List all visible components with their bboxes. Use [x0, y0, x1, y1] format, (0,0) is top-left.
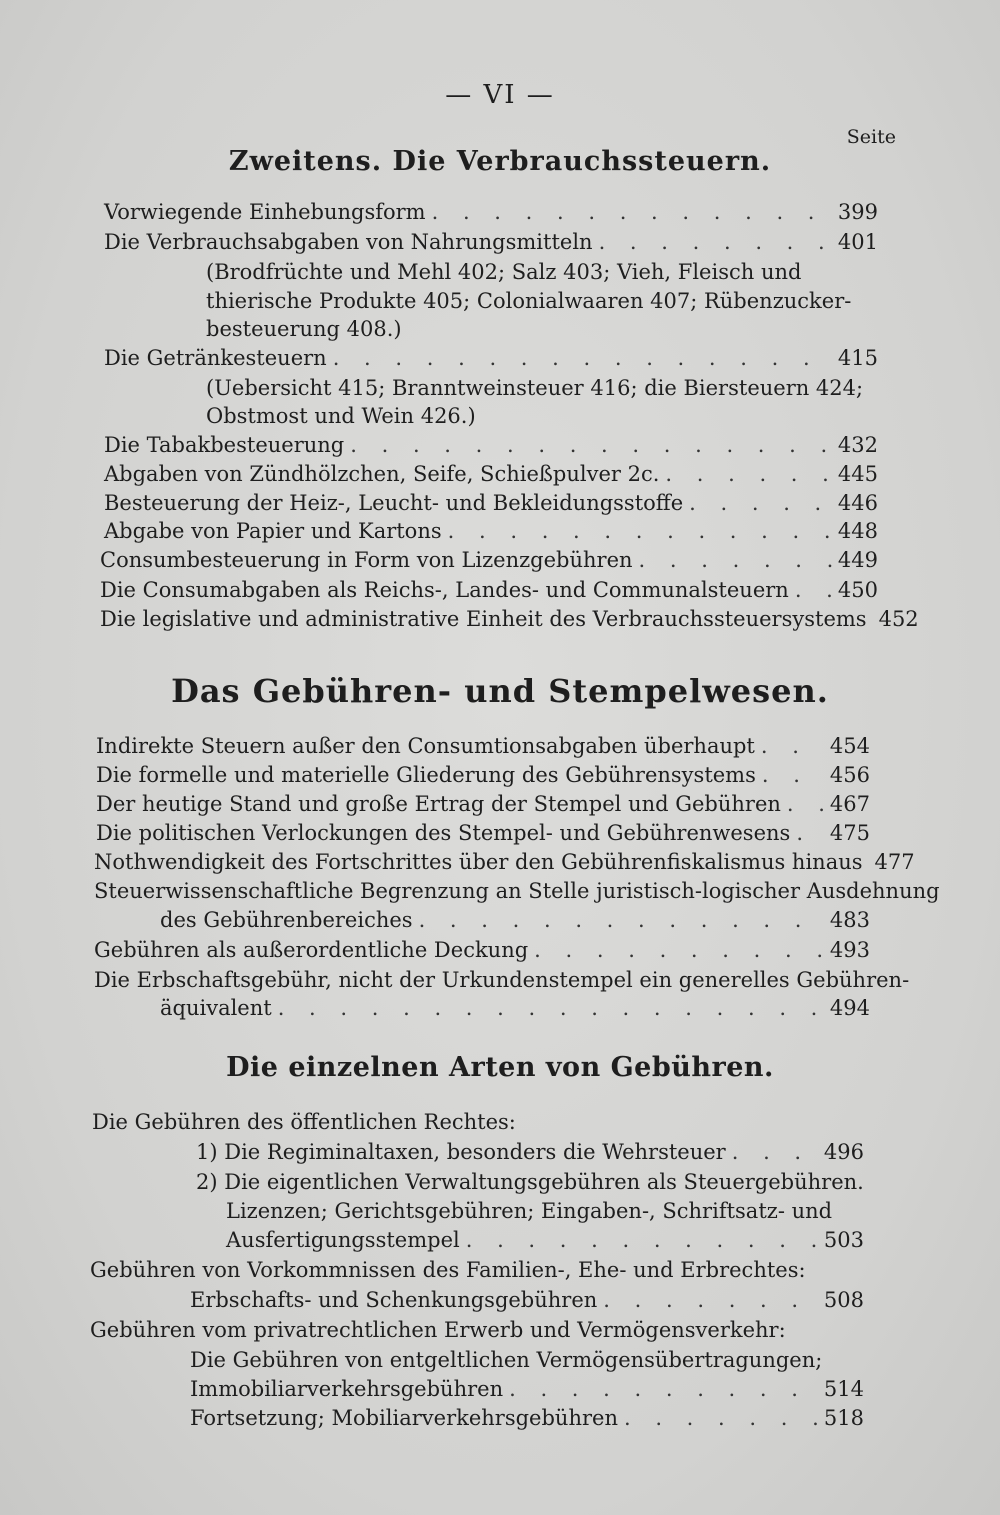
toc-page-number: 452 — [878, 607, 919, 631]
toc-line: Steuerwissenschaftliche Begrenzung an Stelle juristisch-logischer Ausdehnung — [94, 879, 940, 903]
toc-row — [94, 936, 870, 964]
toc-row — [104, 228, 878, 256]
toc-line: Die Gebühren des öffentlichen Rechtes: — [92, 1110, 516, 1134]
leader-dots — [761, 732, 824, 760]
toc-entry-title: Der heutige Stand und große Ertrag der Stempel und Gebühren — [96, 792, 781, 816]
toc-entry — [104, 431, 878, 459]
toc-row — [104, 198, 878, 226]
toc-entry — [196, 1138, 864, 1166]
toc-row — [96, 790, 870, 818]
toc-row — [104, 460, 878, 488]
toc-entry-title: Immobiliarverkehrsgebühren — [190, 1377, 504, 1401]
toc-entry-title: Vorwiegende Einhebungsform — [104, 200, 426, 224]
toc-line: 2) Die eigentlichen Verwaltungsgebühren als Steuergebühren. — [196, 1170, 864, 1194]
toc-entry-title: Abgaben von Zündhölzchen, Seife, Schießpulver 2c. — [104, 462, 660, 486]
toc-entry-title: Abgabe von Papier und Kartons — [104, 519, 442, 543]
toc-entry — [104, 228, 878, 256]
toc-subline: (Brodfrüchte und Mehl 402; Salz 403; Vieh, Fleisch und — [206, 260, 802, 284]
toc-page-number: 494 — [829, 996, 870, 1020]
toc-page-number: 456 — [829, 763, 870, 787]
leader-dots — [603, 1286, 818, 1314]
toc-entry-title: Die politischen Verlockungen des Stempel- und Gebührenwesens — [96, 821, 791, 845]
leader-dots — [599, 228, 832, 256]
toc-entry — [226, 1226, 864, 1254]
seite-label: Seite — [846, 126, 896, 148]
toc-page-number: 446 — [837, 491, 878, 515]
toc-page-number: 493 — [829, 938, 870, 962]
toc-row — [100, 605, 919, 633]
toc-entry-title: Indirekte Steuern außer den Consumtionsabgaben überhaupt — [96, 734, 755, 758]
toc-page-number: 467 — [829, 792, 870, 816]
toc-entry — [96, 790, 870, 818]
toc-entry-title: Nothwendigkeit des Fortschrittes über den Gebührenfiskalismus hinaus — [94, 850, 863, 874]
toc-page-number: 432 — [837, 433, 878, 457]
toc-entry-title: Die Getränkesteuern — [104, 346, 327, 370]
toc-page-number: 449 — [837, 548, 878, 572]
toc-row — [104, 431, 878, 459]
toc-page-number: 483 — [829, 908, 870, 932]
leader-dots — [787, 790, 824, 818]
leader-dots — [795, 576, 832, 604]
toc-page-number: 415 — [837, 346, 878, 370]
toc-entry — [104, 517, 878, 545]
toc-row — [96, 732, 870, 760]
toc-page-number: 503 — [823, 1228, 864, 1252]
toc-entry — [104, 344, 878, 372]
toc-entry — [160, 994, 870, 1022]
toc-page-number: 496 — [823, 1140, 864, 1164]
leader-dots — [350, 431, 832, 459]
toc-line: Gebühren von Vorkommnissen des Familien-, Ehe- und Erbrechtes: — [90, 1258, 806, 1282]
toc-subline: (Uebersicht 415; Branntweinsteuer 416; die Biersteuern 424; — [206, 376, 864, 400]
toc-entry-title: des Gebührenbereiches — [160, 908, 413, 932]
toc-row — [104, 517, 878, 545]
toc-entry — [100, 546, 878, 574]
leader-dots — [762, 761, 824, 789]
toc-entry — [94, 848, 915, 876]
toc-row — [96, 819, 870, 847]
toc-entry-title: Die legislative und administrative Einheit des Verbrauchssteuersystems — [100, 607, 867, 631]
toc-entry — [96, 732, 870, 760]
toc-row — [100, 546, 878, 574]
toc-row — [100, 576, 878, 604]
toc-subline: Obstmost und Wein 426.) — [206, 404, 476, 428]
page-number: — VI — — [445, 80, 555, 110]
toc-row — [96, 761, 870, 789]
toc-row — [94, 848, 915, 876]
toc-row — [104, 344, 878, 372]
toc-row — [196, 1138, 864, 1166]
leader-dots — [448, 517, 832, 545]
toc-entry-title: Die Verbrauchsabgaben von Nahrungsmitteln — [104, 230, 593, 254]
toc-row — [160, 994, 870, 1022]
toc-entry-title: 1) Die Regiminaltaxen, besonders die Wehrsteuer — [196, 1140, 726, 1164]
toc-entry — [190, 1375, 864, 1403]
toc-entry-title: Besteuerung der Heiz-, Leucht- und Bekleidungsstoffe — [104, 491, 684, 515]
toc-page-number: 448 — [837, 519, 878, 543]
toc-entry-title: Fortsetzung; Mobiliarverkehrsgebühren — [190, 1406, 618, 1430]
toc-entry — [100, 576, 878, 604]
toc-row — [226, 1226, 864, 1254]
toc-entry-title: Erbschafts- und Schenkungsgebühren — [190, 1288, 598, 1312]
leader-dots — [432, 198, 832, 226]
leader-dots — [689, 489, 832, 517]
leader-dots — [534, 936, 824, 964]
leader-dots — [333, 344, 832, 372]
toc-line: Gebühren vom privatrechtlichen Erwerb und Vermögensverkehr: — [90, 1318, 786, 1342]
toc-entry — [160, 906, 870, 934]
toc-entry-title: Gebühren als außerordentliche Deckung — [94, 938, 529, 962]
toc-page-number: 399 — [837, 200, 878, 224]
leader-dots — [796, 819, 824, 847]
toc-subline: Die Gebühren von entgeltlichen Vermögensübertragungen; — [190, 1348, 823, 1372]
toc-entry — [190, 1404, 864, 1432]
toc-entry — [100, 605, 919, 633]
toc-entry — [96, 819, 870, 847]
section-title-arten-von-gebuehren: Die einzelnen Arten von Gebühren. — [226, 1052, 774, 1083]
toc-entry-title: äquivalent — [160, 996, 272, 1020]
toc-page-number: 450 — [837, 578, 878, 602]
toc-entry — [190, 1286, 864, 1314]
section-title-gebuehrenwesen: Das Gebühren- und Stempelwesen. — [171, 672, 829, 710]
toc-row — [190, 1286, 864, 1314]
toc-subline: Lizenzen; Gerichtsgebühren; Eingaben-, Schriftsatz- und — [226, 1199, 833, 1223]
toc-page-number: 477 — [874, 850, 915, 874]
leader-dots — [624, 1404, 818, 1432]
toc-line: Die Erbschaftsgebühr, nicht der Urkundenstempel ein generelles Gebühren- — [94, 968, 910, 992]
toc-entry — [104, 489, 878, 517]
toc-subline: besteuerung 408.) — [206, 317, 402, 341]
leader-dots — [466, 1226, 818, 1254]
toc-entry — [104, 460, 878, 488]
toc-row — [160, 906, 870, 934]
toc-page-number: 514 — [823, 1377, 864, 1401]
toc-entry — [104, 198, 878, 226]
toc-entry-title: Die formelle und materielle Gliederung des Gebührensystems — [96, 763, 756, 787]
toc-entry-title: Die Consumabgaben als Reichs-, Landes- und Communalsteuern — [100, 578, 789, 602]
toc-entry — [96, 761, 870, 789]
leader-dots — [639, 546, 832, 574]
leader-dots — [665, 460, 832, 488]
toc-row — [190, 1404, 864, 1432]
toc-row — [104, 489, 878, 517]
toc-entry-title: Ausfertigungsstempel — [226, 1228, 460, 1252]
leader-dots — [278, 994, 824, 1022]
section-title-verbrauchssteuern: Zweitens. Die Verbrauchssteuern. — [228, 146, 772, 177]
toc-page-number: 475 — [829, 821, 870, 845]
toc-row — [190, 1375, 864, 1403]
toc-page-number: 445 — [837, 462, 878, 486]
leader-dots — [732, 1138, 818, 1166]
leader-dots — [419, 906, 824, 934]
toc-entry — [94, 936, 870, 964]
toc-entry-title: Die Tabakbesteuerung — [104, 433, 345, 457]
toc-page-number: 401 — [837, 230, 878, 254]
toc-page-number: 454 — [829, 734, 870, 758]
leader-dots — [509, 1375, 818, 1403]
toc-entry-title: Consumbesteuerung in Form von Lizenzgebühren — [100, 548, 633, 572]
toc-subline: thierische Produkte 405; Colonialwaaren 407; Rübenzucker- — [206, 289, 852, 313]
toc-page-number: 508 — [823, 1288, 864, 1312]
toc-page-number: 518 — [823, 1406, 864, 1430]
